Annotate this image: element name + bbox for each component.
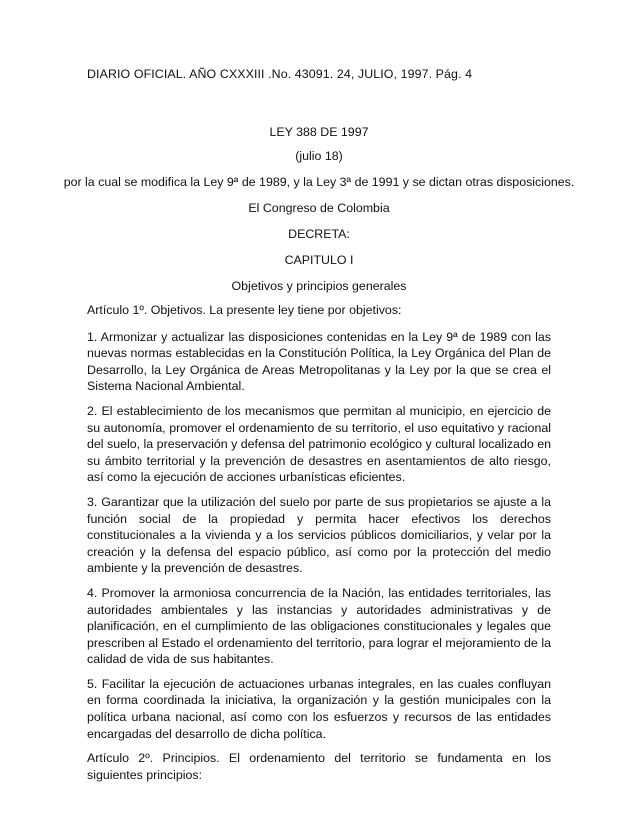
- gazette-header: DIARIO OFICIAL. AÑO CXXXIII .No. 43091. 24, JULIO, 1997. Pág. 4: [87, 67, 473, 81]
- decreta-line: DECRETA:: [288, 227, 350, 241]
- law-title: LEY 388 DE 1997: [269, 125, 369, 139]
- law-date: (julio 18): [295, 149, 343, 163]
- article-1-item: 1. Armonizar y actualizar las disposiciones contenidas en la Ley 9ª de 1989 con las nuevas normas establecidas en la Constitución Política, la Ley Orgánica del Plan de Desarrollo, la Ley Orgánica de Areas Metropolitanas y la Ley por la que se crea el Sistema Nacional Ambiental.: [87, 329, 551, 394]
- chapter-heading: CAPITULO I: [284, 253, 354, 267]
- article-1-item: 3. Garantizar que la utilización del suelo por parte de sus propietarios se ajuste a la función social de la propiedad y permita hacer efectivos los derechos constitucionales a la vivienda y a los servicios públicos domiciliarios, y velar por la creación y la defensa del espacio público, así como por la protección del medio ambiente y la prevención de desastres.: [87, 494, 551, 576]
- law-subject: por la cual se modifica la Ley 9ª de 1989, y la Ley 3ª de 1991 y se dictan otras disposiciones.: [63, 175, 575, 189]
- article-1-item: 4. Promover la armoniosa concurrencia de la Nación, las entidades territoriales, las autoridades ambientales y las instancias y autoridades administrativas y de planificación, en el cumplimiento de las obligaciones constitucionales y legales que prescriben al Estado el ordenamiento del territorio, para lograr el mejoramiento de la calidad de vida de sus habitantes.: [87, 585, 551, 667]
- article-1-item: 2. El establecimiento de los mecanismos que permitan al municipio, en ejercicio de su autonomía, promover el ordenamiento de su territorio, el uso equitativo y racional del suelo, la preservación y defensa del patrimonio ecológico y cultural localizado en su ámbito territorial y la prevención de desastres en asentamientos de alto riesgo, así como la ejecución de acciones urbanísticas eficientes.: [87, 403, 551, 485]
- article-1-intro: Artículo 1º. Objetivos. La presente ley tiene por objetivos:: [87, 303, 402, 317]
- article-2-intro: Artículo 2º. Principios. El ordenamiento del territorio se fundamenta en los siguientes principios:: [87, 751, 551, 782]
- article-1-item: 5. Facilitar la ejecución de actuaciones urbanas integrales, en las cuales confluyan en forma coordinada la iniciativa, la organización y la gestión municipales con la política urbana nacional, así como con los esfuerzos y recursos de las entidades encargadas del desarrollo de dicha política.: [87, 676, 551, 741]
- congress-line: El Congreso de Colombia: [248, 201, 390, 215]
- chapter-title: Objetivos y principios generales: [231, 279, 407, 293]
